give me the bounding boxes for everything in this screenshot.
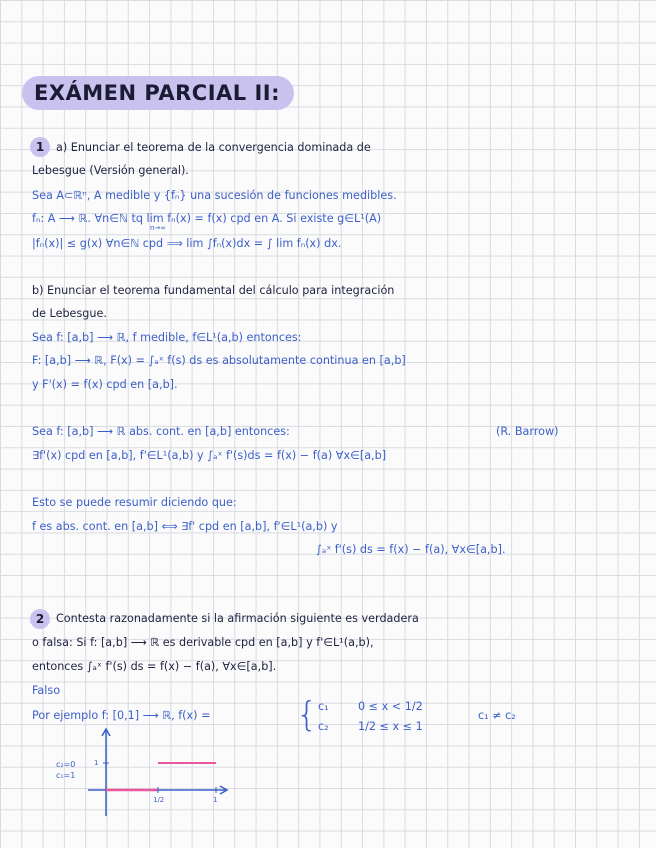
step-function-graph (40, 724, 260, 834)
q1b-line-3: Sea f: [a,b] ⟶ ℝ, f medible, f∈L¹(a,b) entonces: (32, 331, 302, 344)
q1b-line-2: de Lebesgue. (32, 307, 107, 320)
q1a-limit-subscript: n→∞ (150, 224, 167, 232)
q1a-line-3: Sea A⊂ℝⁿ, A medible y {fₙ} una sucesión de funciones medibles. (32, 189, 397, 202)
question-2-badge: 2 (30, 609, 50, 629)
constants-condition: c₁ ≠ c₂ (478, 709, 516, 722)
case-2-condition: 1/2 ≤ x ≤ 1 (358, 720, 423, 733)
q2-line-3: entonces ∫ₐˣ f'(s) ds = f(x) − f(a), ∀x∈[a,b]. (32, 660, 277, 673)
q1b-line-9: f es abs. cont. en [a,b] ⟺ ∃f' cpd en [a,b], f'∈L¹(a,b) y (32, 520, 338, 533)
q1b-line-1: b) Enunciar el teorema fundamental del cálculo para integración (32, 284, 395, 297)
q2-line-2: o falsa: Si f: [a,b] ⟶ ℝ es derivable cpd en [a,b] y f'∈L¹(a,b), (32, 636, 374, 649)
q1b-barrow-note: (R. Barrow) (496, 425, 559, 438)
q1b-line-4: F: [a,b] ⟶ ℝ, F(x) = ∫ₐˣ f(s) ds es absolutamente continua en [a,b] (32, 354, 406, 367)
q1b-line-10: ∫ₐˣ f'(s) ds = f(x) − f(a), ∀x∈[a,b]. (316, 543, 506, 556)
label-c1: c₁=1 (56, 771, 76, 780)
tick-y-label: 1 (94, 759, 99, 767)
q2-example: Por ejemplo f: [0,1] ⟶ ℝ, f(x) = (32, 709, 211, 722)
label-c2: c₂=0 (56, 760, 76, 769)
q1b-line-7: ∃f'(x) cpd en [a,b], f'∈L¹(a,b) y ∫ₐˣ f'(s)ds = f(x) − f(a) ∀x∈[a,b] (32, 449, 387, 462)
q1a-line-4: fₙ: A ⟶ ℝ. ∀n∈ℕ tq lim fₙ(x) = f(x) cpd en A. Si existe g∈L¹(A) (32, 212, 382, 225)
title-highlight (22, 76, 294, 110)
q2-line-1: Contesta razonadamente si la afirmación siguiente es verdadera (56, 612, 419, 625)
tick-half-label: 1/2 (153, 796, 165, 804)
q1b-line-6: Sea f: [a,b] ⟶ ℝ abs. cont. en [a,b] entonces: (32, 425, 290, 438)
q1a-line-5: |fₙ(x)| ≤ g(x) ∀n∈ℕ cpd ⟹ lim ∫fₙ(x)dx = ∫ lim fₙ(x) dx. (32, 237, 342, 250)
q2-answer: Falso (32, 684, 61, 697)
case-1-value: c₁ (318, 700, 329, 713)
q1b-line-8: Esto se puede resumir diciendo que: (32, 496, 237, 509)
q1b-line-5: y F'(x) = f(x) cpd en [a,b]. (32, 378, 178, 391)
tick-one-label: 1 (213, 796, 218, 804)
page-title: EXÁMEN PARCIAL II: (34, 81, 280, 105)
q1a-line-1: a) Enunciar el teorema de la convergencia dominada de (56, 141, 371, 154)
question-1-badge: 1 (30, 137, 50, 157)
piecewise-brace-icon: { (296, 695, 318, 735)
q1a-line-2: Lebesgue (Versión general). (32, 164, 189, 177)
case-2-value: c₂ (318, 720, 329, 733)
case-1-condition: 0 ≤ x < 1/2 (358, 700, 423, 713)
